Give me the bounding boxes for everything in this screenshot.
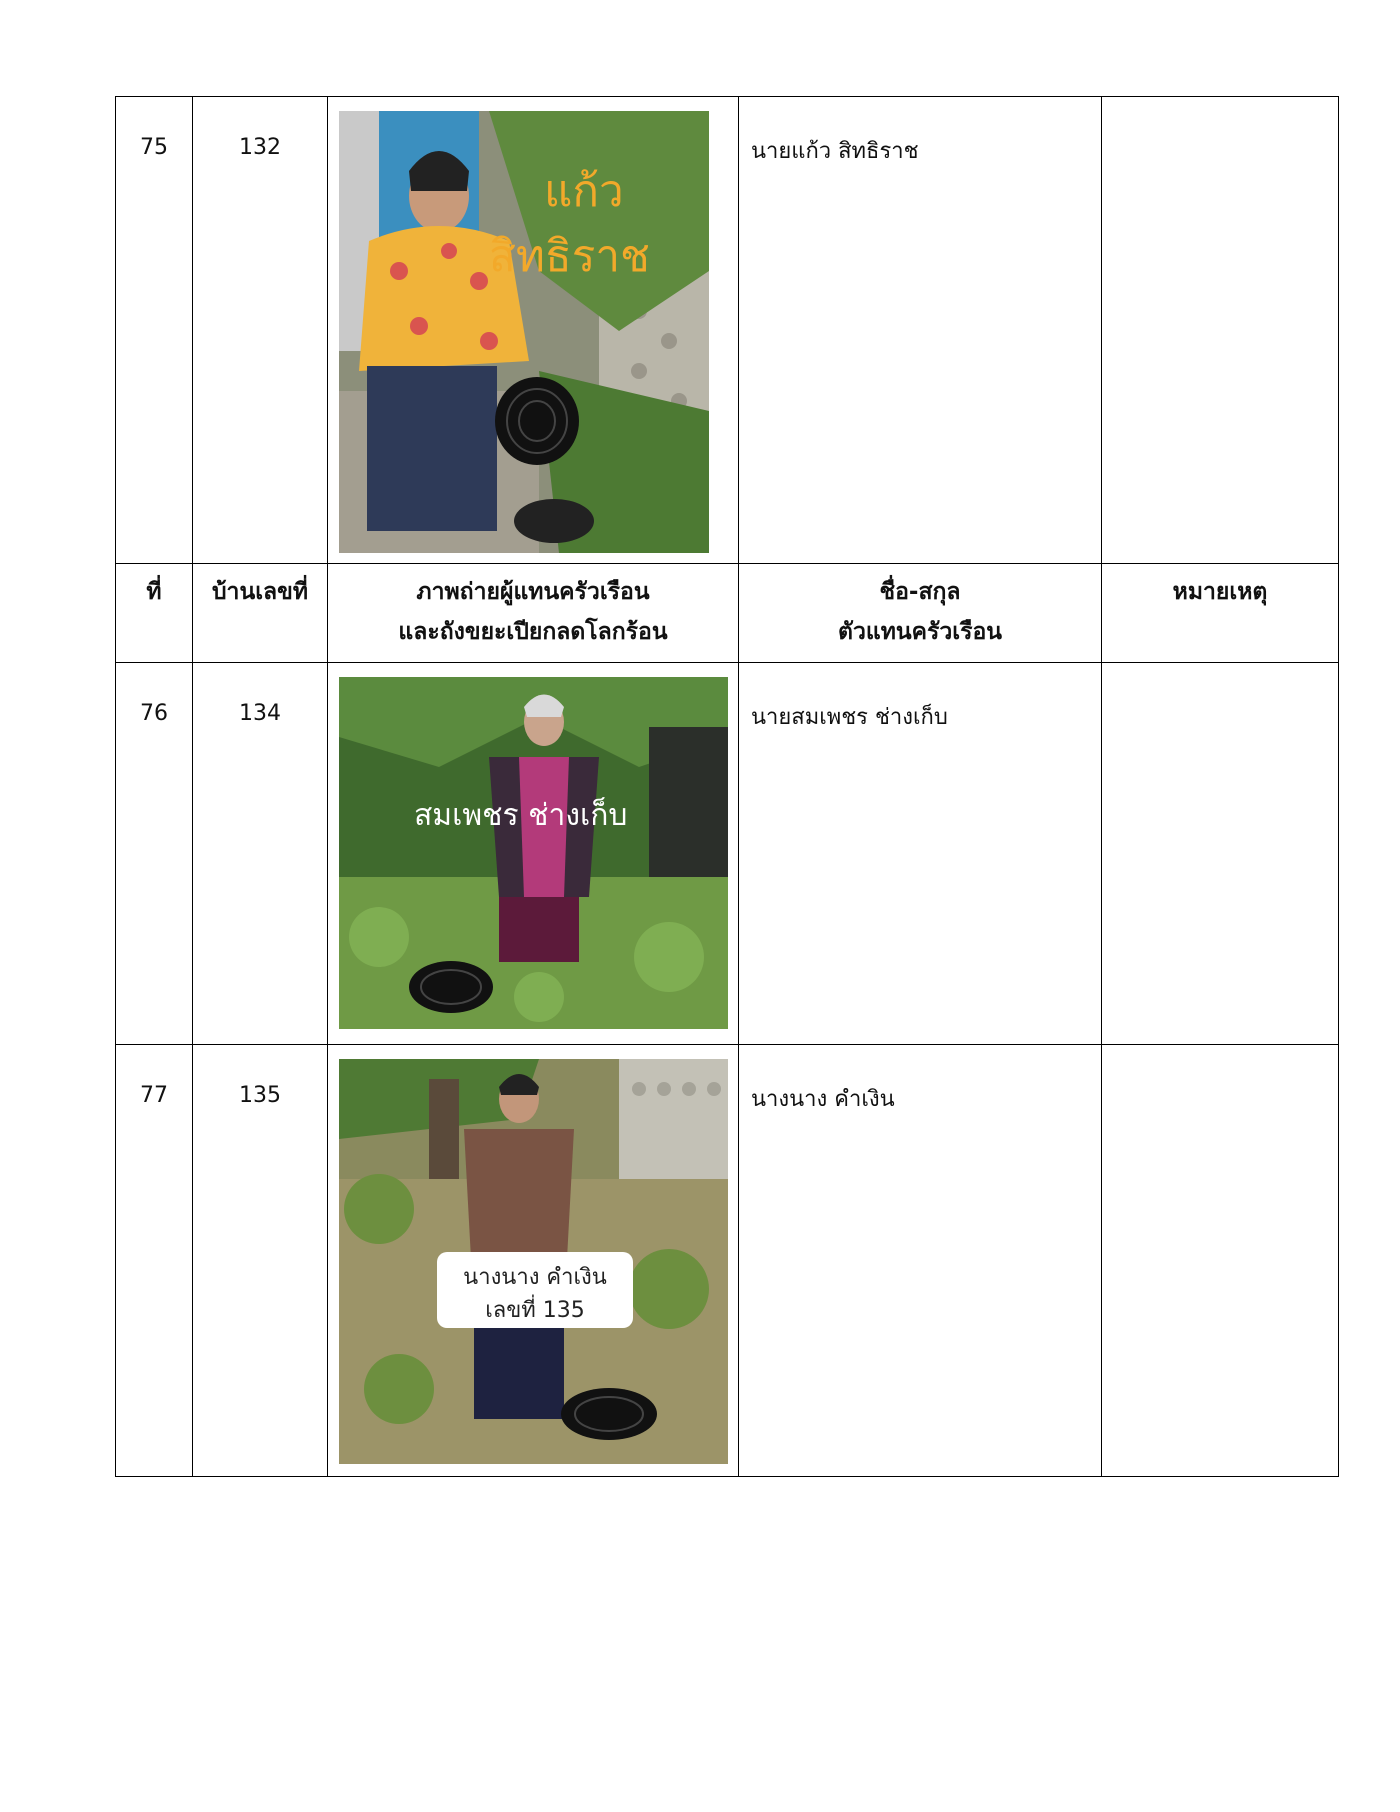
header-note: หมายเหตุ xyxy=(1102,564,1339,663)
header-photo-line2: และถังขยะเปียกลดโลกร้อน xyxy=(398,619,668,645)
note-cell xyxy=(1102,97,1339,564)
house-number: 134 xyxy=(193,663,328,1045)
note-cell xyxy=(1102,663,1339,1045)
header-house: บ้านเลขที่ xyxy=(193,564,328,663)
photo-cell xyxy=(328,663,739,1045)
household-name: นายสมเพชร ช่างเก็บ xyxy=(739,663,1102,1045)
header-name-line1: ชื่อ-สกุล xyxy=(879,579,961,605)
photo-caption: สมเพชร ช่างเก็บ xyxy=(414,798,628,833)
row-number: 76 xyxy=(116,663,193,1045)
row-number: 77 xyxy=(116,1045,193,1477)
table-row xyxy=(116,1045,1339,1477)
photo-cell xyxy=(328,97,739,564)
photo-caption-line1: แก้ว xyxy=(544,166,624,217)
note-cell xyxy=(1102,1045,1339,1477)
photo-image xyxy=(339,677,728,1029)
row-number: 75 xyxy=(116,97,193,564)
header-no: ที่ xyxy=(116,564,193,663)
house-number: 132 xyxy=(193,97,328,564)
photo-cell xyxy=(328,1045,739,1477)
table-row xyxy=(116,97,1339,564)
house-number: 135 xyxy=(193,1045,328,1477)
table-header-row xyxy=(116,564,1339,663)
table-row xyxy=(116,663,1339,1045)
photo-caption-line1: นางนาง คำเงิน xyxy=(463,1265,607,1290)
photo-caption-line2: สิทธิราช xyxy=(489,231,650,282)
header-photo-line1: ภาพถ่ายผู้แทนครัวเรือน xyxy=(416,579,650,605)
household-name: นางนาง คำเงิน xyxy=(739,1045,1102,1477)
header-name xyxy=(739,564,1102,663)
photo-image xyxy=(339,1059,728,1464)
household-photo xyxy=(339,1059,728,1464)
household-photo xyxy=(339,111,709,553)
header-name-line2: ตัวแทนครัวเรือน xyxy=(838,619,1002,645)
household-name: นายแก้ว สิทธิราช xyxy=(739,97,1102,564)
header-photo xyxy=(328,564,739,663)
photo-image xyxy=(339,111,709,553)
household-table xyxy=(115,96,1339,1477)
household-photo xyxy=(339,677,728,1029)
photo-caption-line2: เลขที่ 135 xyxy=(485,1298,585,1323)
